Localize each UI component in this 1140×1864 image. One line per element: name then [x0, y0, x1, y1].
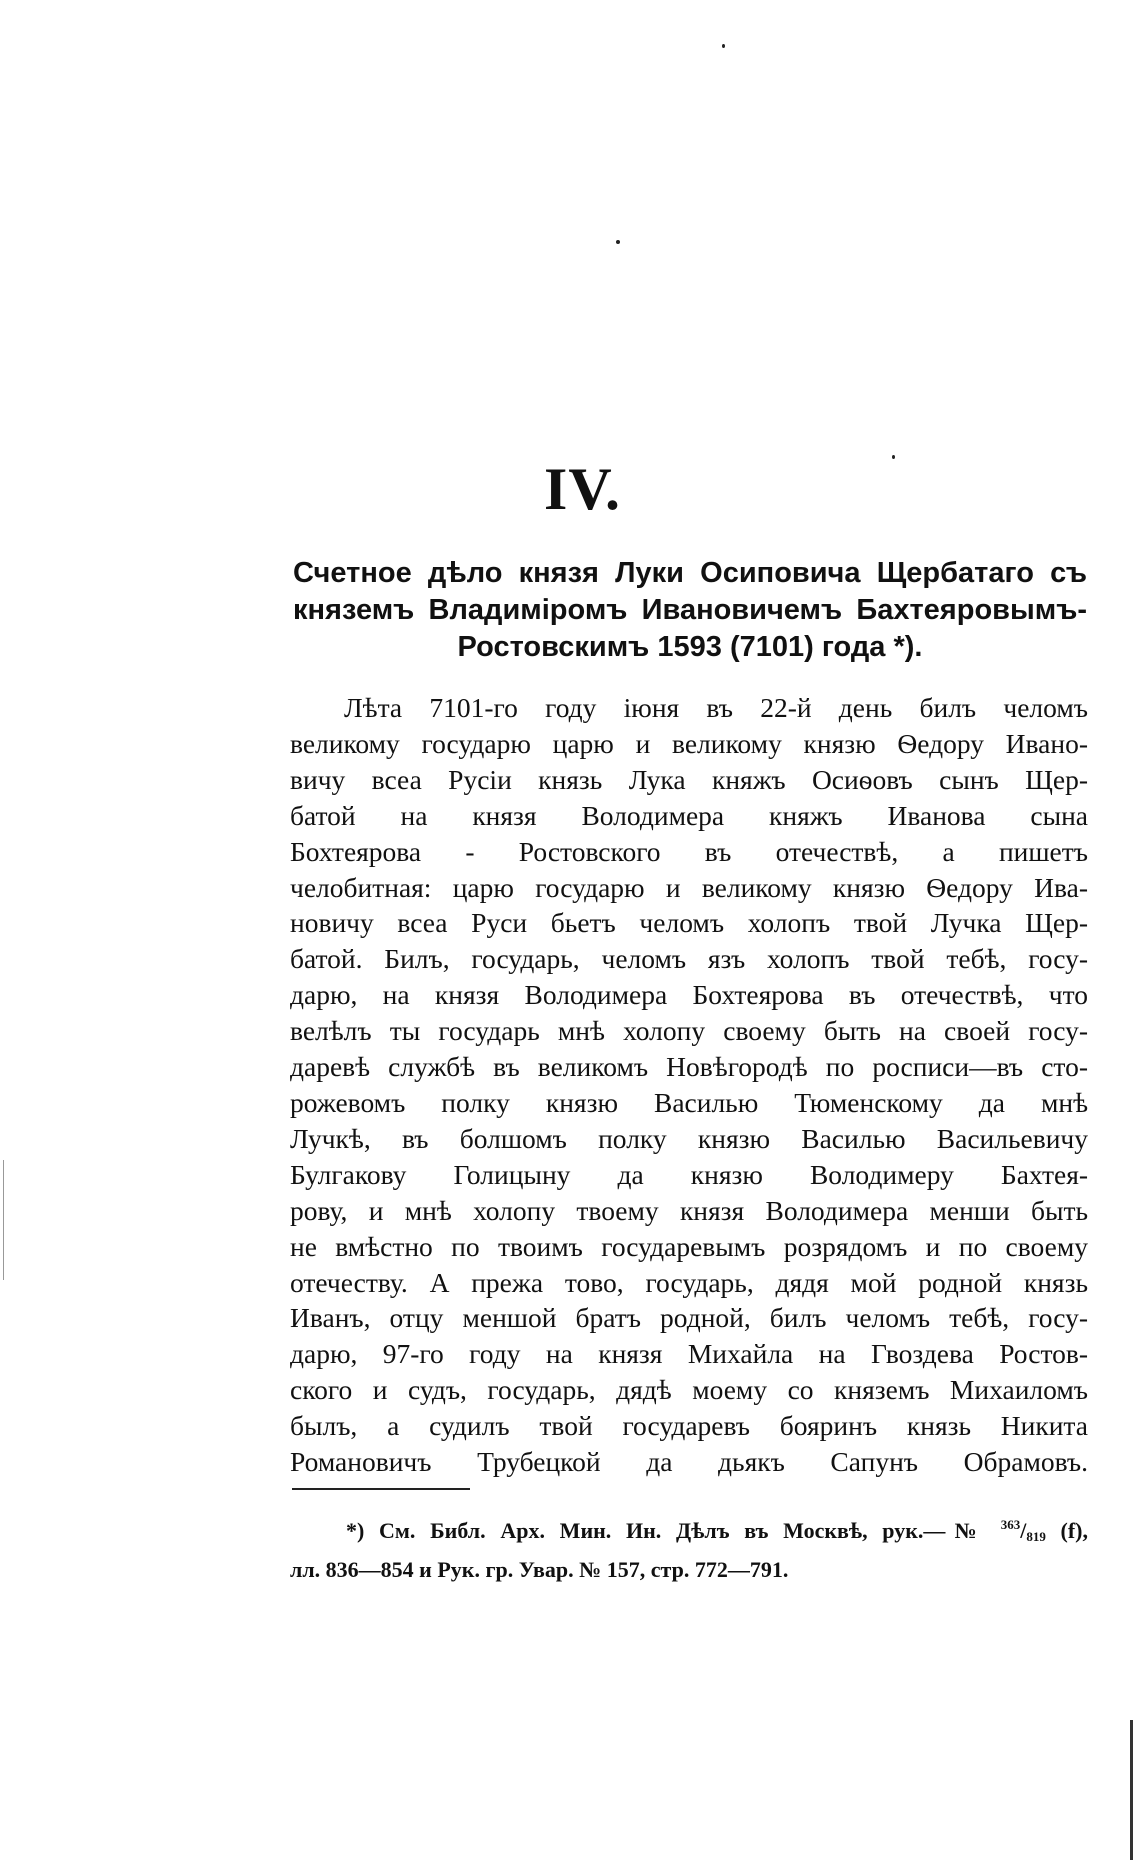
body-line: дарю, 97-го году на князя Михайла на Гвоздева Ростов-: [290, 1338, 1088, 1370]
body-line: даревѣ службѣ въ великомъ Новѣгородѣ по росписи—въ сто-: [290, 1051, 1088, 1083]
body-line: новичу всеа Руси бьетъ челомъ холопъ твой Лучка Щер-: [290, 907, 1088, 939]
footnote-text: (f),: [1060, 1518, 1089, 1543]
footnote-line: *) См. Библ. Арх. Мин. Ин. Дѣлъ въ Москвѣ, рук.—№ $^{363}/_{819}$ (f),: [346, 1517, 1089, 1544]
body-line: отечеству. А прежа тово, государь, дядя мой родной князь: [290, 1266, 1088, 1298]
title-line: Счетное дѣло князя Луки Осиповича Щербатаго съ: [293, 557, 1087, 589]
footnote-divider: [292, 1488, 470, 1490]
body-line: дарю, на князя Володимера Бохтеярова въ отечествѣ, что: [290, 979, 1088, 1011]
chapter-title: [293, 555, 1087, 666]
footnote: [290, 1508, 1088, 1586]
body-line: велѣлъ ты государь мнѣ холопу своему быть на своей госу-: [290, 1015, 1088, 1047]
title-line: Ростовскимъ 1593 (7101) года *).: [457, 631, 923, 663]
body-line: великому государю царю и великому князю Ѳедору Ивано-: [290, 727, 1088, 759]
footnote-fraction-denominator: 819: [1026, 1529, 1046, 1544]
body-line: рожевомъ полку князю Василью Тюменскому да мнѣ: [290, 1086, 1088, 1118]
body-line: батой. Билъ, государь, челомъ язъ холопъ твой тебѣ, госу-: [290, 943, 1088, 975]
scan-edge-line: [1130, 1720, 1133, 1860]
footnote-line: лл. 836—854 и Рук. гр. Увар. № 157, стр. 772—791.: [290, 1557, 789, 1582]
footnote-text: *) См. Библ. Арх. Мин. Ин. Дѣлъ въ Москвѣ, рук.—№: [346, 1518, 986, 1543]
body-line: ского и судъ, государь, дядѣ моему со княземъ Михаиломъ: [290, 1374, 1088, 1406]
body-line: батой на князя Володимера княжъ Иванова сына: [290, 799, 1088, 831]
chapter-number: IV.: [544, 456, 621, 522]
body-line: челобитная: царю государю и великому князю Ѳедору Ива-: [290, 871, 1088, 903]
body-line: Иванъ, отцу меншой братъ родной, билъ челомъ тебѣ, госу-: [290, 1302, 1088, 1334]
scan-speck: [722, 44, 725, 48]
footnote-fraction-numerator: 363: [1000, 1517, 1021, 1532]
title-line: княземъ Владиміромъ Ивановичемъ Бахтеяровымъ-: [293, 594, 1087, 626]
scan-speck: [616, 240, 620, 244]
body-line: не вмѣстно по твоимъ государевымъ розрядомъ и по своему: [290, 1230, 1088, 1262]
body-line: вичу всеа Русіи князь Лука княжъ Осиѳовъ сынъ Щер-: [290, 763, 1088, 795]
body-line: Бохтеярова - Ростовского въ отечествѣ, а пишетъ: [290, 835, 1088, 867]
body-text: [290, 690, 1088, 1480]
body-line: рову, и мнѣ холопу твоему князя Володимера менши быть: [290, 1194, 1088, 1226]
scan-edge-line: [3, 1160, 4, 1280]
body-line: Лѣта 7101-го году іюня въ 22-й день билъ челомъ: [344, 692, 1088, 723]
body-line: Булгакову Голицыну да князю Володимеру Бахтея-: [290, 1158, 1088, 1190]
body-line: былъ, а судилъ твой государевъ бояринъ князь Никита: [290, 1410, 1088, 1442]
body-line: Романовичъ Трубецкой да дьякъ Сапунъ Обрамовъ.: [290, 1446, 1088, 1478]
body-line: Лучкѣ, въ болшомъ полку князю Василью Васильевичу: [290, 1122, 1088, 1154]
